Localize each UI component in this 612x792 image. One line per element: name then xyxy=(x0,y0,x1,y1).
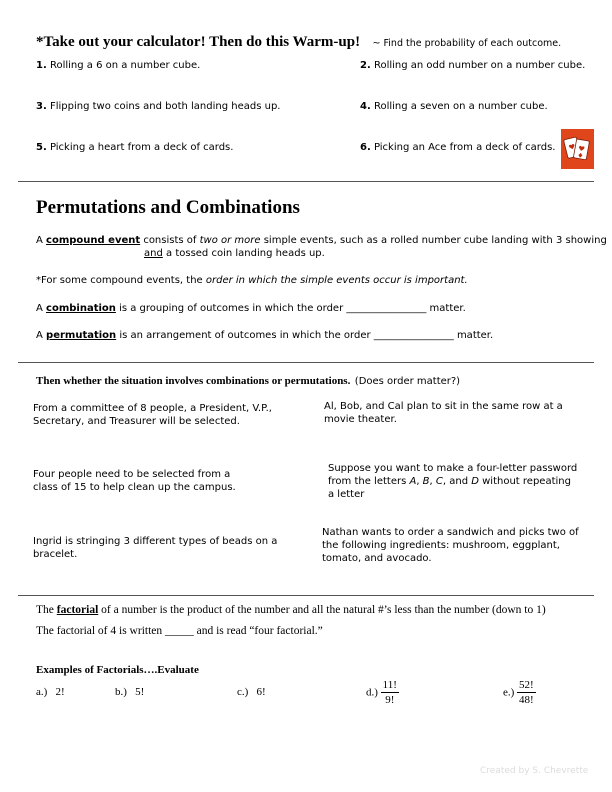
term-combination: combination xyxy=(46,303,116,314)
situation-password: Suppose you want to make a four-letter password from the letters A, B, C, and D without repeating a letter xyxy=(328,463,578,500)
situations-header xyxy=(36,371,460,389)
situation-cleanup: Four people need to be selected from a class of 15 to help clean up the campus. xyxy=(33,469,236,493)
factorial-notation: The factorial of 4 is written _____ and is read “four factorial.” xyxy=(36,625,323,637)
warmup-item-3: 3. Flipping two coins and both landing heads up. xyxy=(36,101,281,112)
situations-heading: Then whether the situation involves combinations or permutations. xyxy=(36,375,351,387)
term-compound-event: compound event xyxy=(46,235,141,246)
example-e: e.) $\frac{52!}{48!}$ xyxy=(503,679,534,706)
situation-committee: From a committee of 8 people, a President, V.P., Secretary, and Treasurer will be selected. xyxy=(33,403,272,427)
warmup-item-4: 4. Rolling a seven on a number cube. xyxy=(360,101,548,112)
examples-title: Examples of Factorials….Evaluate xyxy=(36,664,199,676)
divider xyxy=(18,362,594,363)
combination-definition: A combination is a grouping of outcomes in which the order ________________ matter. xyxy=(36,303,466,314)
compound-definition: A compound event consists of two or more simple events, such as a rolled number cube landing with 3 showing xyxy=(36,235,607,246)
example-b: b.) 5! xyxy=(115,686,145,698)
order-note: *For some compound events, the order in which the simple events occur is important. xyxy=(36,275,468,286)
page-title: Permutations and Combinations xyxy=(36,197,300,218)
fraction: $\frac{11!}{9!}$ xyxy=(382,679,397,706)
warmup-header xyxy=(36,33,561,51)
warmup-item-5: 5. Picking a heart from a deck of cards. xyxy=(36,142,234,153)
divider xyxy=(18,181,594,182)
warmup-instruction: ~ Find the probability of each outcome. xyxy=(372,38,562,49)
divider xyxy=(18,595,594,596)
playing-cards-icon xyxy=(561,129,594,169)
warmup-item-6: 6. Picking an Ace from a deck of cards. xyxy=(360,142,556,153)
warmup-item-2: 2. Rolling an odd number on a number cube. xyxy=(360,60,586,71)
term-permutation: permutation xyxy=(46,330,117,341)
permutation-definition: A permutation is an arrangement of outcomes in which the order ________________ matter. xyxy=(36,330,494,341)
situations-note: (Does order matter?) xyxy=(354,376,461,387)
warmup-title: *Take out your calculator! Then do this Warm-up! xyxy=(36,34,361,50)
situation-sandwich: Nathan wants to order a sandwich and picks two of the following ingredients: mushroom, eggplant, tomato, and avocado. xyxy=(322,527,579,564)
situation-seats: Al, Bob, and Cal plan to sit in the same row at a movie theater. xyxy=(324,401,563,425)
footer-credit: Created by S. Chevrette xyxy=(480,766,589,776)
factorial-definition: The factorial of a number is the product of the number and all the natural #’s less than the number (down to 1) xyxy=(36,604,546,616)
compound-definition-line2: and a tossed coin landing heads up. xyxy=(144,248,325,259)
example-d: d.) $\frac{11!}{9!}$ xyxy=(366,679,397,706)
fraction: $\frac{52!}{48!}$ xyxy=(519,679,534,706)
warmup-item-1: 1. Rolling a 6 on a number cube. xyxy=(36,60,201,71)
term-factorial: factorial xyxy=(56,604,99,616)
situation-beads: Ingrid is stringing 3 different types of beads on a bracelet. xyxy=(33,536,278,560)
example-c: c.) 6! xyxy=(237,686,266,698)
example-a: a.) 2! xyxy=(36,686,65,698)
